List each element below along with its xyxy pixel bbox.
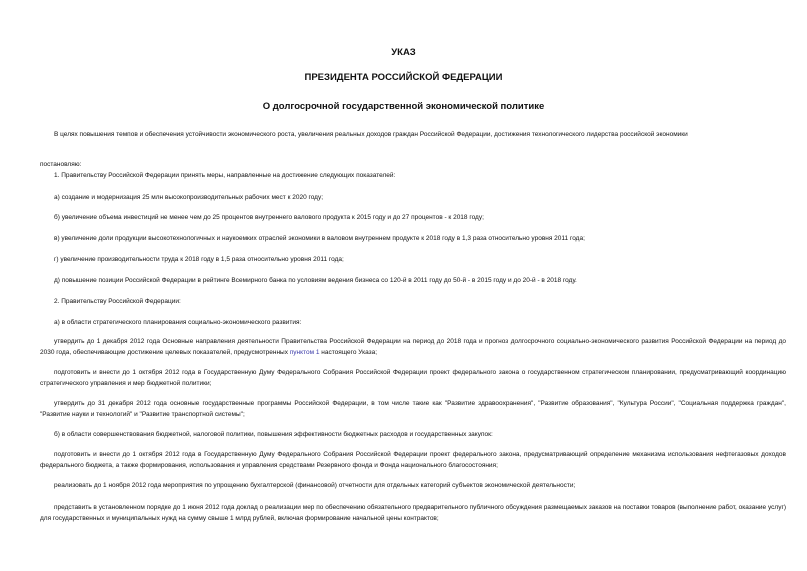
item-1c-paragraph: в) увеличение доли продукции высокотехнологичных и наукоемких отраслей экономики в валовом внутреннем продукте к 2018 году в 1,3 раза относительно уровня 2011 года;	[54, 235, 585, 242]
paragraph-text: утвердить до 1 декабря 2012 года Основные направления деятельности Правительства Российской Федерации на период до 2018 года и прогноз долгосрочного социально-экономического развития Российской Федерации на период до 2030 года, обеспечивающие достижение целевых показателей, предусмотренных	[40, 338, 786, 356]
item-2b-oil-gas-revenue-law-paragraph: подготовить и внести до 1 октября 2012 года в Государственную Думу Федерального Собрания Российской Федерации проект федерального закона, предусматривающий определение механизма использования нефтегазовых доходов федерального бюджета, а также формирования, использования и управления средствами Резервного фонда и Фонда национального благосостояния;	[40, 451, 786, 469]
item-1-link[interactable]: пунктом 1	[289, 348, 320, 356]
document-subtitle: О долгосрочной государственной экономической политике	[262, 101, 545, 112]
item-2b-accounting-simplification-paragraph: реализовать до 1 ноября 2012 года мероприятия по упрощению бухгалтерской (финансовой) отчетности для отдельных категорий субъектов экономической деятельности;	[54, 482, 576, 489]
item-2-paragraph: 2. Правительству Российской Федерации:	[54, 298, 181, 305]
item-1a-paragraph: а) создание и модернизация 25 млн высокопроизводительных рабочих мест к 2020 году;	[54, 194, 324, 201]
document-type-heading: УКАЗ	[391, 47, 416, 58]
item-2b-paragraph: б) в области совершенствования бюджетной, налоговой политики, повышения эффективности бюджетных расходов и государственных закупок:	[54, 431, 493, 438]
item-1b-paragraph: б) увеличение объема инвестиций не менее чем до 25 процентов внутреннего валового продукта к 2015 году и до 27 процентов - к 2018 году;	[54, 214, 484, 221]
item-2a-strategic-planning-law-paragraph: подготовить и внести до 1 октября 2012 года в Государственную Думу Федерального Собрания Российской Федерации проект федерального закона о государственном стратегическом планировании, предусматривающий координацию стратегического управления и мер бюджетной политики;	[40, 369, 786, 387]
item-1d-paragraph: г) увеличение производительности труда к 2018 году в 1,5 раза относительно уровня 2011 года;	[54, 256, 344, 263]
paragraph-text: настоящего Указа;	[319, 348, 378, 356]
item-2a-state-programs-paragraph: утвердить до 31 декабря 2012 года основные государственные программы Российской Федерации, в том числе такие как "Развитие здравоохранения", "Развитие образования", "Культура России", "Социальная поддержка граждан", "Развитие науки и технологий" и "Развитие транспортной системы";	[40, 400, 786, 418]
item-1-paragraph: 1. Правительству Российской Федерации принять меры, направленные на достижение следующих показателей:	[54, 172, 396, 179]
decree-word: постановляю:	[40, 161, 82, 168]
item-2b-procurement-report-paragraph: представить в установленном порядке до 1 июня 2012 года доклад о реализации мер по обеспечению обязательного предварительного публичного обсуждения размещаемых заказов на поставки товаров (выполнение работ, оказание услуг) для государственных и муниципальных нужд на сумму свыше 1 млрд рублей, включая формирование начальной цены контрактов;	[40, 504, 786, 522]
issuer-heading: ПРЕЗИДЕНТА РОССИЙСКОЙ ФЕДЕРАЦИИ	[304, 72, 503, 83]
item-1e-paragraph: д) повышение позиции Российской Федерации в рейтинге Всемирного банка по условиям ведения бизнеса со 120-й в 2011 году до 50-й - в 2015 году и до 20-й - в 2018 году.	[54, 277, 577, 284]
item-2a-paragraph: а) в области стратегического планирования социально-экономического развития:	[54, 319, 302, 326]
preamble-paragraph: В целях повышения темпов и обеспечения устойчивости экономического роста, увеличения реальных доходов граждан Российской Федерации, достижения технологического лидерства российской экономики	[54, 131, 688, 138]
item-2a-approve-guidelines-paragraph	[40, 337, 786, 358]
